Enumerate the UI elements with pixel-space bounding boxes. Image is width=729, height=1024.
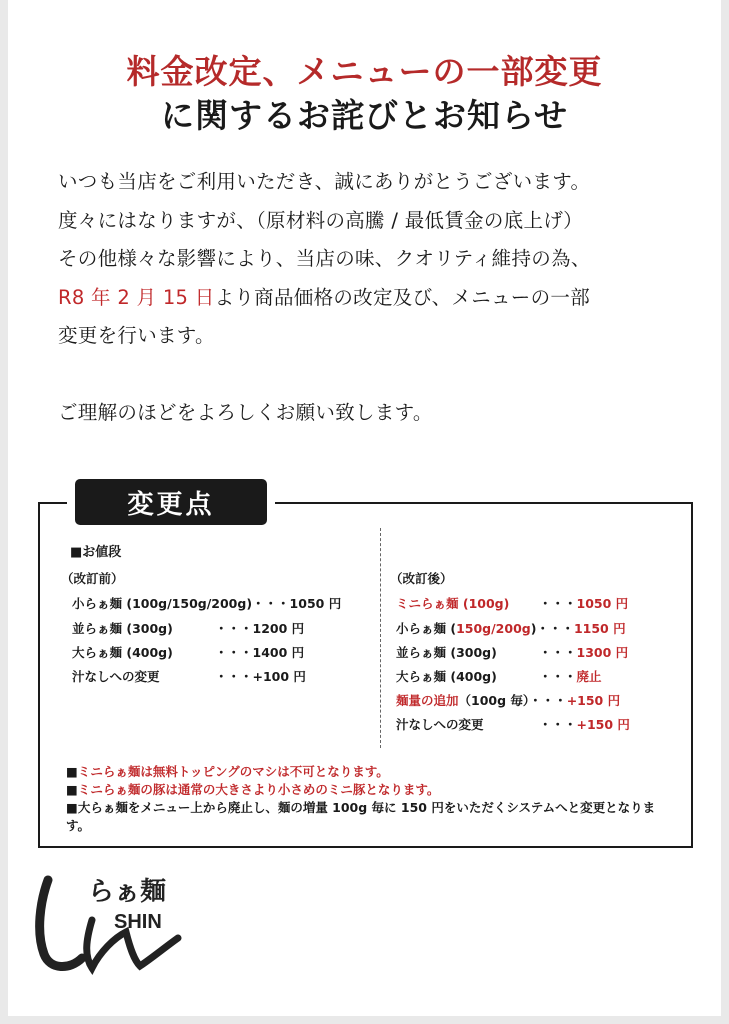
intro-text xyxy=(58,163,698,432)
intro-line: その他様々な影響により、当店の味、クオリティ維持の為、 xyxy=(58,247,591,270)
logo-script-mark xyxy=(30,862,200,982)
notice-sheet xyxy=(8,0,721,1016)
intro-line-rest: より商品価格の改定及び、メニューの一部 xyxy=(214,285,590,309)
note-item: ■ミニらぁ麺は無料トッピングのマシは不可となります。 xyxy=(66,764,389,779)
intro-line: 度々にはなりますが、（原材料の高騰 / 最低賃金の底上げ） xyxy=(58,208,583,232)
after-row: 汁なしへの変更 ・・・+150 円 xyxy=(396,717,630,732)
intro-line: いつも当店をご利用いただき、誠にありがとうございます。 xyxy=(58,170,591,193)
price-section-title: ■お値段 xyxy=(70,545,122,560)
changes-heading: 変更点 xyxy=(75,479,267,525)
after-row: ミニらぁ麺 (100g) ・・・1050 円 xyxy=(396,596,629,611)
intro-line xyxy=(58,279,698,318)
after-row: 大らぁ麺 (400g) ・・・廃止 xyxy=(396,669,602,684)
after-row: 小らぁ麺 (150g/200g)・・・1150 円 xyxy=(396,621,626,636)
column-divider xyxy=(380,528,381,748)
before-row: 並らぁ麺 (300g) ・・・1200 円 xyxy=(72,621,305,636)
title-line-1: 料金改定、メニューの一部変更 xyxy=(126,52,603,91)
effective-date: R8 年 2 月 15 日 xyxy=(58,285,215,309)
after-row: 並らぁ麺 (300g) ・・・1300 円 xyxy=(396,645,629,660)
after-label: （改訂後） xyxy=(390,571,453,586)
title-line-2: に関するお詫びとお知らせ xyxy=(160,96,568,135)
before-label: （改訂前） xyxy=(61,571,124,586)
intro-line: ご理解のほどをよろしくお願い致します。 xyxy=(58,400,433,424)
before-row: 大らぁ麺 (400g) ・・・1400 円 xyxy=(72,645,305,660)
note-item: ■大らぁ麺をメニュー上から廃止し、麺の増量 100g 毎に 150 円をいただくシステムへと変更となります。 xyxy=(66,800,656,833)
before-row: 汁なしへの変更 ・・・+100 円 xyxy=(72,669,306,684)
intro-line: 変更を行います。 xyxy=(58,324,215,347)
note-item: ■ミニらぁ麺の豚は通常の大きさより小さめのミニ豚となります。 xyxy=(66,782,440,797)
after-row: 麺量の追加（100g 毎）・・・+150 円 xyxy=(396,693,621,708)
shop-logo xyxy=(30,862,200,982)
before-row: 小らぁ麺 (100g/150g/200g)・・・1050 円 xyxy=(72,596,342,611)
logo-latin: SHIN xyxy=(114,911,162,933)
logo-kana: らぁ麺 xyxy=(88,876,167,906)
